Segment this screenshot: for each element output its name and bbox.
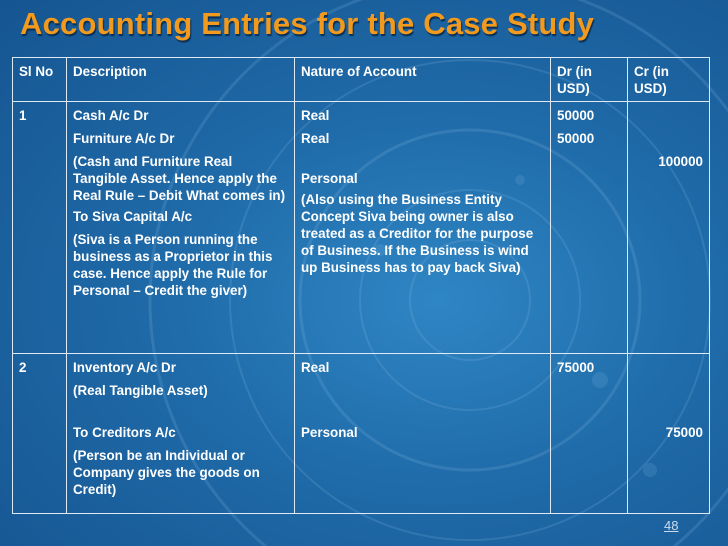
cr-amount: 75000 [665,425,703,440]
header-cr: Cr (in USD) [628,58,710,102]
entry-note: (Siva is a Person running the business as a Proprietor in this case. Hence apply the Rule for Personal – Credit the giver) [73,232,273,298]
dr-amount: 50000 [557,131,595,146]
entry-line: Cash A/c Dr [73,108,149,123]
accounting-entries-table [12,57,710,514]
slide-title: Accounting Entries for the Case Study [20,6,595,41]
row-sl-no: 1 [13,102,67,354]
header-description: Description [67,58,295,102]
nature-line: Personal [301,425,358,440]
row-cr [628,354,710,514]
header-nature-of-account: Nature of Account [295,58,551,102]
row-dr [551,102,628,354]
entry-note: (Cash and Furniture Real Tangible Asset. Hence apply the Real Rule – Debit What comes in) [73,154,286,203]
header-dr: Dr (in USD) [551,58,628,102]
row-description [67,354,295,514]
row-description [67,102,295,354]
row-nature-of-account [295,102,551,354]
nature-line: Real [301,131,330,146]
row-cr [628,102,710,354]
nature-note: (Also using the Business Entity Concept Siva being owner is also treated as a Creditor for the purpose of Business. If the Business is wind up Business has to pay back Siva) [301,192,534,275]
entry-note: (Person be an Individual or Company gives the goods on Credit) [73,448,260,497]
table-header-row [13,58,710,102]
entry-line: Inventory A/c Dr [73,360,176,375]
header-sl-no: Sl No [13,58,67,102]
dr-amount: 75000 [557,360,595,375]
row-sl-no: 2 [13,354,67,514]
nature-line: Real [301,108,330,123]
dr-amount: 50000 [557,108,595,123]
entry-line: To Siva Capital A/c [73,209,193,224]
table-row [13,102,710,354]
nature-line: Real [301,360,330,375]
page-number: 48 [664,518,679,533]
cr-amount: 100000 [658,154,703,169]
row-dr [551,354,628,514]
nature-line: Personal [301,171,358,186]
entry-line: Furniture A/c Dr [73,131,175,146]
row-nature-of-account [295,354,551,514]
entry-note: (Real Tangible Asset) [73,383,208,398]
entry-line: To Creditors A/c [73,425,176,440]
table-row [13,354,710,514]
